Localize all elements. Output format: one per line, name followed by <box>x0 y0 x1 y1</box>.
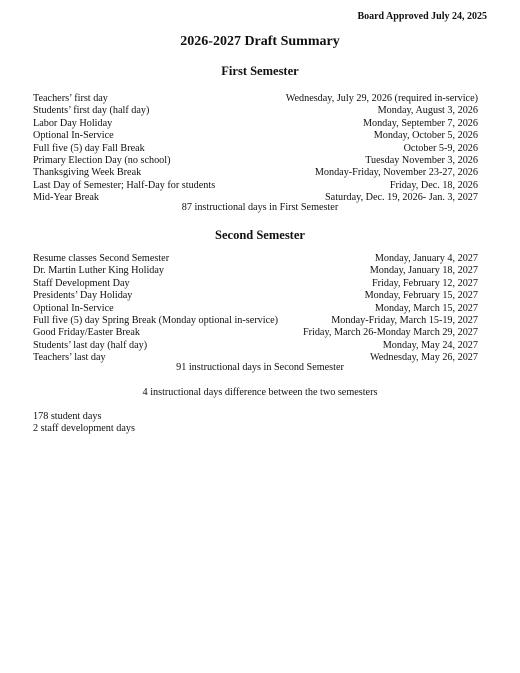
calendar-row <box>33 315 478 327</box>
event-label: Full five (5) day Spring Break (Monday optional in-service) <box>33 314 279 326</box>
event-date: Monday, May 24, 2027 <box>382 339 478 351</box>
board-approval-note: Board Approved July 24, 2025 <box>357 11 487 22</box>
event-date: Tuesday November 3, 2026 <box>365 154 478 166</box>
event-date: Monday-Friday, March 15-19, 2027 <box>331 314 478 326</box>
semester-difference-note: 4 instructional days difference between the two semesters <box>142 387 378 398</box>
event-label: Dr. Martin Luther King Holiday <box>33 265 164 277</box>
event-label: Teachers’ last day <box>33 352 106 364</box>
calendar-row <box>33 105 478 117</box>
calendar-row <box>33 143 478 155</box>
event-label: Primary Election Day (no school) <box>33 154 171 166</box>
event-date: Monday, January 4, 2027 <box>374 253 478 264</box>
event-label: Full five (5) day Fall Break <box>33 142 145 154</box>
event-date: Friday, February 12, 2027 <box>371 277 478 289</box>
event-date: Saturday, Dec. 19, 2026- Jan. 3, 2027 <box>325 192 478 204</box>
calendar-row <box>33 180 478 192</box>
event-label: Students’ first day (half day) <box>33 105 150 117</box>
event-label: Teachers’ first day <box>33 93 108 104</box>
event-label: Optional In-Service <box>33 130 114 142</box>
event-date: Friday, Dec. 18, 2026 <box>389 179 478 191</box>
event-label: Presidents’ Day Holiday <box>33 290 133 302</box>
second-semester-heading: Second Semester <box>215 228 305 242</box>
event-label: Resume classes Second Semester <box>33 253 170 264</box>
event-label: Good Friday/Easter Break <box>33 327 140 339</box>
event-date: Monday-Friday, November 23-27, 2026 <box>314 167 478 179</box>
event-label: Optional In-Service <box>33 302 114 314</box>
event-date: Monday, October 5, 2026 <box>373 130 478 142</box>
event-date: Monday, September 7, 2026 <box>362 117 478 129</box>
event-date: Wednesday, July 29, 2026 (required in-service) <box>285 93 478 104</box>
totals <box>33 411 135 436</box>
first-semester-list <box>33 93 478 205</box>
event-date: Monday, March 15, 2027 <box>374 302 478 314</box>
calendar-row <box>33 253 478 265</box>
event-date: October 5-9, 2026 <box>403 142 478 154</box>
calendar-row <box>33 167 478 179</box>
second-semester-list <box>33 253 478 365</box>
second-semester-day-count: 91 instructional days in Second Semester <box>176 362 344 373</box>
calendar-row <box>33 130 478 142</box>
event-date: Monday, January 18, 2027 <box>369 265 478 277</box>
calendar-row <box>33 327 478 339</box>
student-days-total: 178 student days <box>33 411 102 422</box>
calendar-row <box>33 118 478 130</box>
first-semester-day-count: 87 instructional days in First Semester <box>181 202 339 213</box>
first-semester-heading: First Semester <box>221 64 299 78</box>
event-label: Last Day of Semester; Half-Day for students <box>33 179 216 191</box>
event-date: Friday, March 26-Monday March 29, 2027 <box>302 327 478 339</box>
event-label: Thanksgiving Week Break <box>33 167 142 179</box>
calendar-row <box>33 278 478 290</box>
event-date: Monday, February 15, 2027 <box>364 290 478 302</box>
calendar-row <box>33 303 478 315</box>
calendar-row <box>33 265 478 277</box>
calendar-row <box>33 155 478 167</box>
calendar-row <box>33 93 478 105</box>
staff-days-total: 2 staff development days <box>33 423 135 435</box>
calendar-row <box>33 290 478 302</box>
event-label: Staff Development Day <box>33 277 130 289</box>
event-date: Wednesday, May 26, 2027 <box>369 352 478 364</box>
event-label: Labor Day Holiday <box>33 117 113 129</box>
page-title: 2026-2027 Draft Summary <box>180 34 340 49</box>
event-label: Students’ last day (half day) <box>33 339 148 351</box>
event-label: Mid-Year Break <box>33 192 100 204</box>
event-date: Monday, August 3, 2026 <box>377 105 478 117</box>
calendar-row <box>33 340 478 352</box>
